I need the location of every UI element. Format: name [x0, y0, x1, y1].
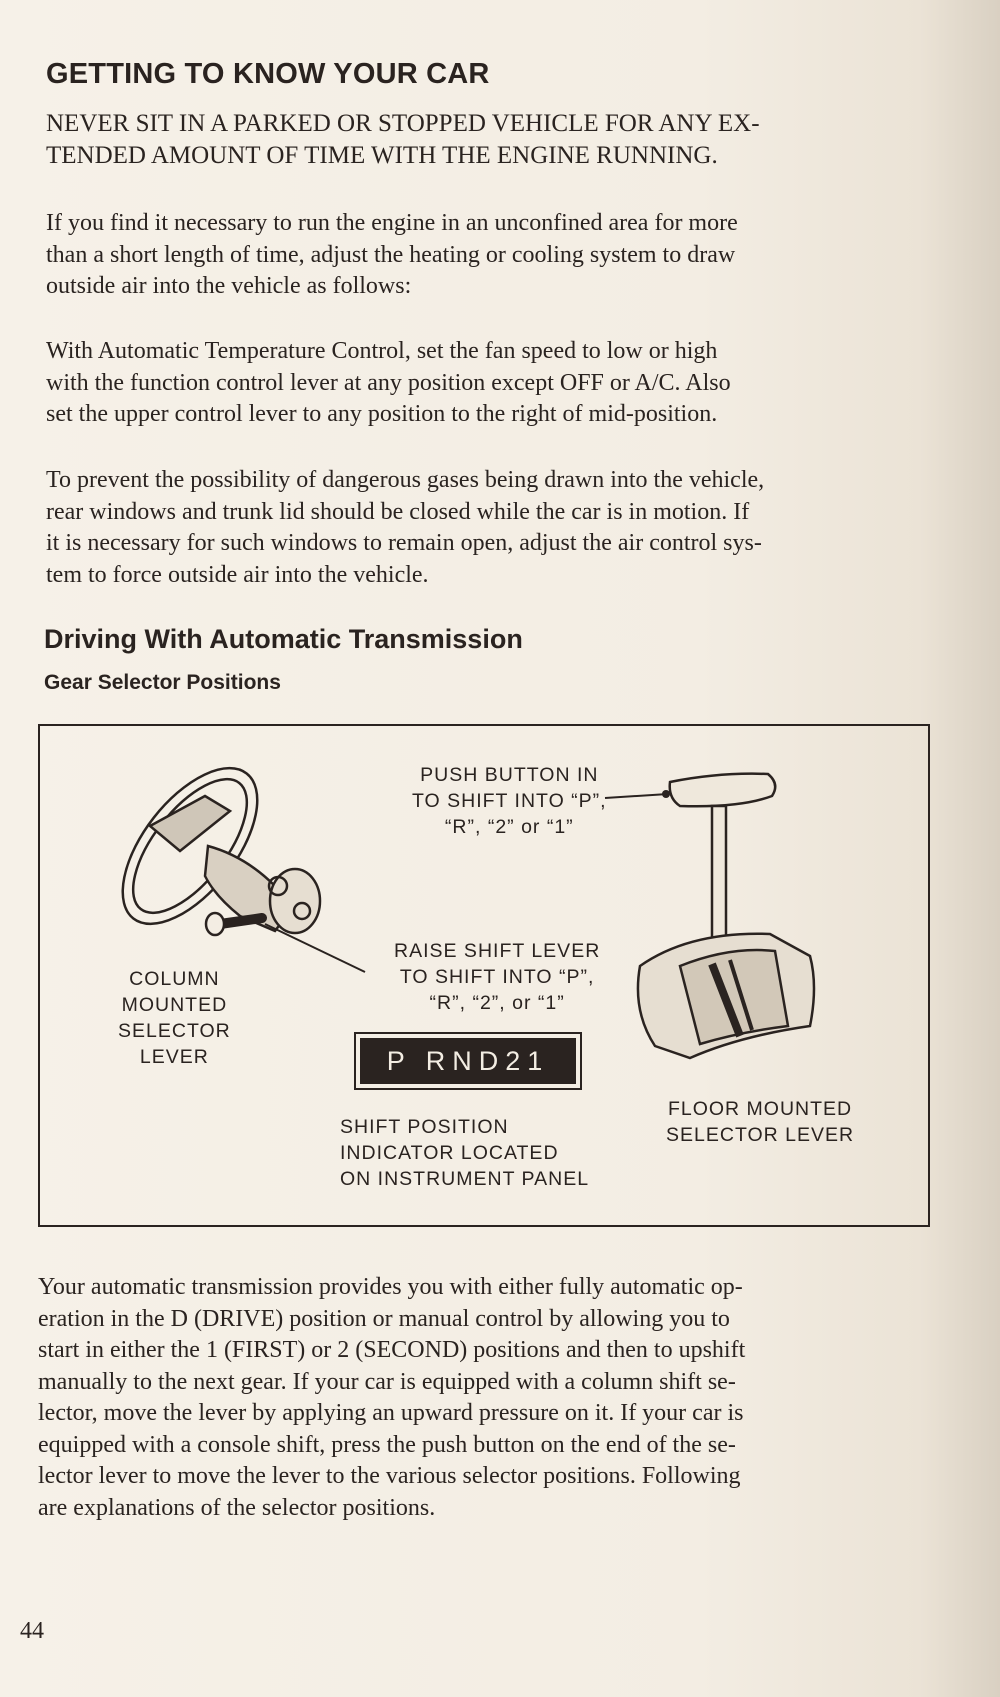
text-line: equipped with a console shift, press the push button on the end of the se-	[38, 1431, 736, 1458]
label-line: “R”, “2”, or “1”	[429, 992, 565, 1014]
text-line: Your automatic transmission provides you with either fully automatic op-	[38, 1274, 743, 1300]
push-button-label	[412, 762, 607, 840]
text-line: tem to force outside air into the vehicle.	[46, 561, 429, 588]
paragraph-automatic-transmission	[38, 1272, 928, 1524]
steering-wheel-icon	[97, 745, 320, 947]
label-line: COLUMN	[129, 968, 220, 990]
label-line: TO SHIFT INTO “P”,	[412, 790, 607, 812]
label-line: TO SHIFT INTO “P”,	[399, 966, 595, 988]
label-line: FLOOR MOUNTED	[667, 1098, 853, 1120]
text-line: rear windows and trunk lid should be closed while the car is in motion. If	[46, 498, 750, 525]
text-line: With Automatic Temperature Control, set the fan speed to low or high	[46, 338, 718, 364]
chapter-title: GETTING TO KNOW YOUR CAR	[46, 58, 490, 90]
paragraph-dangerous-gases	[46, 465, 926, 591]
label-line: SHIFT POSITION	[340, 1116, 509, 1138]
text-line: it is necessary for such windows to remain open, adjust the air control sys-	[46, 530, 762, 556]
text-line: than a short length of time, adjust the heating or cooling system to draw	[46, 241, 736, 268]
leader-dot-icon	[662, 790, 670, 798]
label-line: INDICATOR LOCATED	[340, 1142, 559, 1164]
floor-shifter-icon	[638, 774, 814, 1058]
gear-selector-figure	[38, 724, 930, 1227]
warning-line: NEVER SIT IN A PARKED OR STOPPED VEHICLE FOR ANY EX-	[46, 110, 760, 137]
section-title: Driving With Automatic Transmission	[44, 624, 523, 654]
label-line: “R”, “2” or “1”	[444, 816, 574, 838]
text-line: are explanations of the selector positions.	[38, 1494, 436, 1521]
indicator-display: P RND21	[360, 1038, 576, 1084]
leader-line	[265, 924, 365, 972]
leader-line	[605, 794, 668, 798]
indicator-label	[340, 1114, 589, 1192]
label-line: SELECTOR	[118, 1020, 231, 1042]
text-line: start in either the 1 (FIRST) or 2 (SECOND) positions and then to upshift	[38, 1337, 746, 1363]
text-line: with the function control lever at any position except OFF or A/C. Also	[46, 369, 731, 396]
paragraph-unconfined-area	[46, 208, 926, 303]
text-line: eration in the D (DRIVE) position or manual control by allowing you to	[38, 1305, 730, 1332]
text-line: outside air into the vehicle as follows:	[46, 273, 412, 299]
raise-lever-label	[394, 938, 600, 1016]
text-line: set the upper control lever to any position to the right of mid-position.	[46, 401, 718, 427]
text-line: manually to the next gear. If your car is equipped with a column shift se-	[38, 1368, 736, 1395]
safety-warning	[46, 108, 886, 172]
label-line: PUSH BUTTON IN	[420, 764, 599, 786]
column-lever-label	[118, 966, 231, 1070]
label-line: RAISE SHIFT LEVER	[394, 940, 601, 962]
paragraph-temperature-control	[46, 336, 926, 431]
text-line: If you find it necessary to run the engine in an unconfined area for more	[46, 210, 738, 236]
text-line: lector, move the lever by applying an upward pressure on it. If your car is	[38, 1400, 744, 1426]
shift-position-indicator	[354, 1032, 582, 1090]
label-line: SELECTOR LEVER	[666, 1124, 855, 1146]
text-line: To prevent the possibility of dangerous gases being drawn into the vehicle,	[46, 467, 765, 493]
label-line: MOUNTED	[121, 994, 228, 1016]
floor-lever-label	[666, 1096, 854, 1148]
label-line: LEVER	[139, 1046, 209, 1068]
text-line: lector lever to move the lever to the various selector positions. Following	[38, 1463, 741, 1489]
label-line: ON INSTRUMENT PANEL	[340, 1168, 590, 1190]
warning-line: TENDED AMOUNT OF TIME WITH THE ENGINE RUNNING.	[46, 142, 718, 169]
subsection-title: Gear Selector Positions	[44, 671, 281, 694]
page-number: 44	[20, 1618, 44, 1644]
